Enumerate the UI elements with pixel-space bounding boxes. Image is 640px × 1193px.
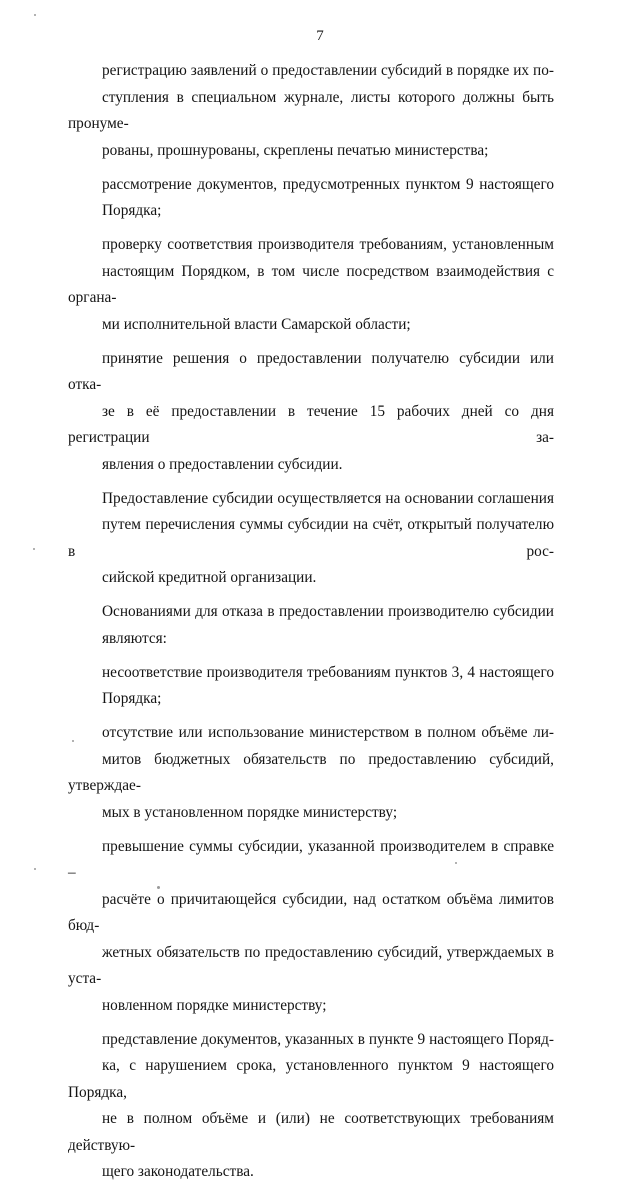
paragraph xyxy=(68,232,554,338)
paragraph xyxy=(68,1027,554,1186)
text-line: Предоставление субсидии осуществляется на основании соглашения xyxy=(102,489,554,507)
paragraph xyxy=(68,834,554,1020)
text-line: рассмотрение документов, предусмотренных пунктом 9 настоящего xyxy=(102,175,554,193)
text-line: мых в установленном порядке министерству; xyxy=(102,803,398,821)
scan-speck xyxy=(72,740,74,742)
text-line: новленном порядке министерству; xyxy=(102,996,327,1014)
text-line: жетных обязательств по предоставлению субсидий, утверждаемых в уста- xyxy=(68,943,554,987)
text-line: сийской кредитной организации. xyxy=(102,569,317,586)
text-line: зе в её предоставлении в течение 15 рабочих дней со дня регистрации за- xyxy=(68,402,554,446)
document-body xyxy=(68,58,554,1193)
scan-speck xyxy=(455,862,457,864)
text-line: Основаниями для отказа в предоставлении производителю субсидии xyxy=(102,603,554,620)
text-line: явления о предоставлении субсидии. xyxy=(102,455,343,473)
text-line: митов бюджетных обязательств по предоставлению субсидий, утверждае- xyxy=(68,750,554,794)
scan-speck xyxy=(157,886,160,889)
text-line: принятие решения о предоставлении получателю субсидии или отка- xyxy=(68,349,554,393)
text-line: путем перечисления суммы субсидии на счёт, открытый получателю в рос- xyxy=(68,516,554,560)
text-line: представление документов, указанных в пункте 9 настоящего Поряд- xyxy=(102,1030,554,1048)
paragraph xyxy=(68,172,554,225)
paragraph xyxy=(68,58,554,164)
text-line: настоящим Порядком, в том числе посредством взаимодействия с органа- xyxy=(68,262,554,306)
paragraph xyxy=(68,486,554,592)
text-line: ка, с нарушением срока, установленного пунктом 9 настоящего Порядка, xyxy=(68,1057,554,1101)
text-line: несоответствие производителя требованиям пунктов 3, 4 настоящего xyxy=(102,663,554,681)
paragraph xyxy=(68,599,554,652)
text-line: регистрацию заявлений о предоставлении субсидий в порядке их по- xyxy=(102,62,554,79)
text-line: ступления в специальном журнале, листы которого должны быть пронуме- xyxy=(68,88,554,132)
text-line: являются: xyxy=(102,629,167,647)
paragraph xyxy=(68,660,554,713)
text-line: ми исполнительной власти Самарской области; xyxy=(102,315,411,333)
paragraph xyxy=(68,346,554,479)
scan-speck xyxy=(33,548,35,550)
text-line: Порядка; xyxy=(102,202,162,219)
text-line: отсутствие или использование министерством в полном объёме ли- xyxy=(102,724,554,741)
scan-speck xyxy=(34,868,36,870)
page-number: 7 xyxy=(316,28,324,44)
text-line: расчёте о причитающейся субсидии, над остатком объёма лимитов бюд- xyxy=(68,890,554,934)
text-line: рованы, прошнурованы, скреплены печатью министерства; xyxy=(102,141,489,159)
text-line: щего законодательства. xyxy=(102,1163,254,1180)
paragraph xyxy=(68,720,554,826)
text-line: не в полном объёме и (или) не соответствующих требованиям действую- xyxy=(68,1110,554,1154)
text-line: проверку соответствия производителя требованиям, установленным xyxy=(102,236,554,253)
scan-speck xyxy=(34,14,36,16)
text-line: превышение суммы субсидии, указанной производителем в справке – xyxy=(68,837,554,881)
text-line: Порядка; xyxy=(102,690,162,707)
